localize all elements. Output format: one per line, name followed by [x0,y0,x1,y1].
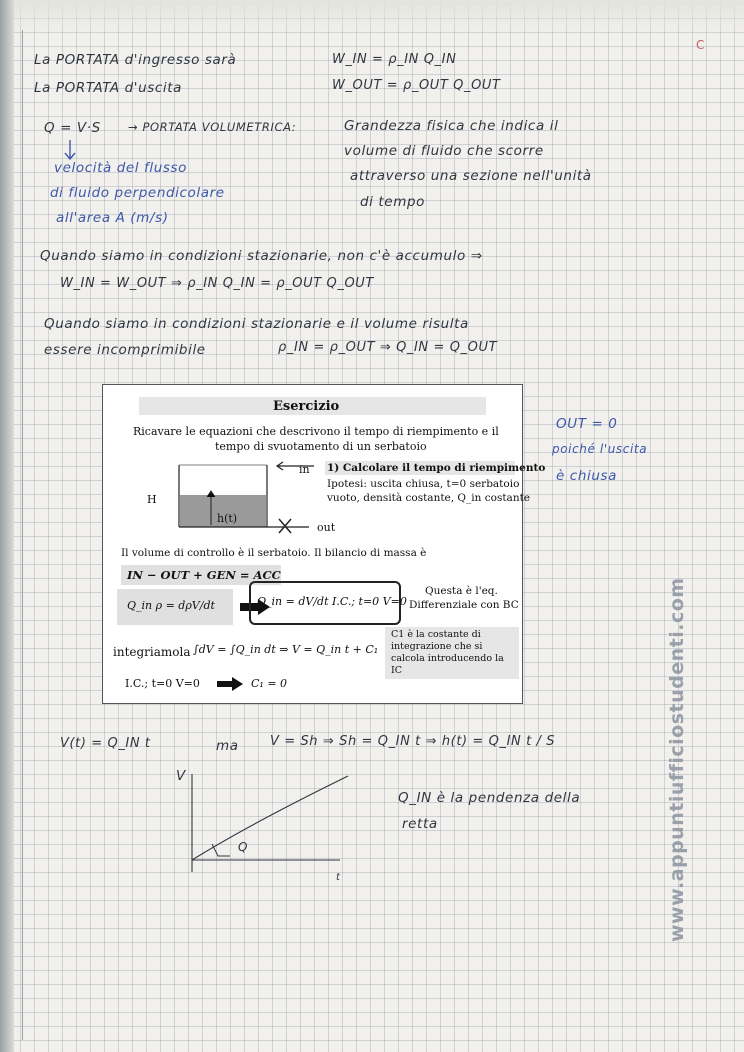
page-top-shadow [0,0,744,36]
exercise-subtitle-2: tempo di svuotamento di un serbatoio [215,440,427,453]
c1-note-3: calcola introducendo la [391,653,504,664]
label-h: H [147,493,157,506]
c1-note-2: integrazione che si [391,641,483,652]
control-volume-text: Il volume di controllo è il serbatoio. Il bilancio di massa è [121,547,427,559]
integrate-label: integriamola [113,645,191,659]
q-arrow-label: → PORTATA VOLUMETRICA: [128,120,297,134]
stationary-eq-1: W_IN = W_OUT ⇒ ρ_IN Q_IN = ρ_OUT Q_OUT [60,276,374,291]
exercise-title: Esercizio [273,399,340,414]
margin-line [22,30,23,1040]
q-desc-4: di tempo [360,194,425,210]
q-formula: Q = V·S [44,120,101,136]
double-arrow-icon-2 [215,676,245,692]
step1-hyp-1: Ipotesi: uscita chiusa, t=0 serbatoio [327,478,520,490]
exercise-box [102,384,546,704]
note-line1-left: La PORTATA d'ingresso sarà [34,52,237,68]
label-ht: h(t) [217,512,238,525]
watermark: www.appuntiufficiostudenti.com [666,577,688,942]
stationary-line-1: Quando siamo in condizioni stazionarie, non c'è accumulo ⇒ [40,248,483,264]
corner-mark: C [696,38,705,52]
v-desc-3: all'area A (m/s) [56,210,169,226]
q-desc-3: attraverso una sezione nell'unità [350,168,592,184]
slope-note-2: retta [402,816,438,832]
c1-note-1: C1 è la costante di [391,629,481,640]
stationary-line-2a: Quando siamo in condizioni stazionarie e il volume risulta [44,316,469,332]
ic-line: I.C.; t=0 V=0 [125,677,200,690]
c1-note-4: IC [391,665,403,676]
step1-title: 1) Calcolare il tempo di riempimento [327,462,546,474]
side-note-2: poiché l'uscita [552,442,648,456]
vt-eq2: V = Sh ⇒ Sh = Q_IN t ⇒ h(t) = Q_IN t / S [270,734,556,749]
v-desc-1: velocità del flusso [54,160,188,176]
step1-hyp-2: vuoto, densità costante, Q_in costante [327,492,531,504]
c1-value: C₁ = 0 [251,677,288,690]
stationary-line-2b: essere incomprimibile [44,342,206,358]
eq-left: Q_in ρ = dρV/dt [127,599,215,612]
vt-eq: V(t) = Q_IN t [60,736,151,751]
note-line1-right: W_IN = ρ_IN Q_IN [332,52,457,67]
note-line2-right: W_OUT = ρ_OUT Q_OUT [332,78,501,93]
stationary-eq-2: ρ_IN = ρ_OUT ⇒ Q_IN = Q_OUT [278,340,498,355]
graph-x-label: t [336,872,341,883]
eq-note-2: Differenziale con BC [409,599,519,611]
side-note-3: è chiusa [556,468,617,484]
label-in: in [299,463,310,476]
q-desc-2: volume di fluido che scorre [344,143,544,159]
exercise-subtitle-1: Ricavare le equazioni che descrivono il tempo di riempimento e il [133,425,499,438]
graph-y-label: V [176,768,186,784]
graph-angle-label: Q [238,840,249,854]
eq-note-1: Questa è l'eq. [425,585,498,597]
slope-note-1: Q_IN è la pendenza della [398,790,581,806]
label-out: out [317,521,336,534]
vt-ma: ma [216,738,239,754]
note-line2-left: La PORTATA d'uscita [34,80,183,96]
eq-box: Q_in = dV/dt I.C.; t=0 V=0 [257,595,407,608]
side-note-1: OUT = 0 [556,416,618,432]
v-desc-2: di fluido perpendicolare [50,185,225,201]
integral-eq: ∫dV = ∫Q_in dt ⇒ V = Q_in t + C₁ [193,643,379,656]
q-desc-1: Grandezza fisica che indica il [344,118,559,134]
page-binding-edge [0,0,14,1052]
mass-balance: IN − OUT + GEN = ACC [127,568,281,582]
